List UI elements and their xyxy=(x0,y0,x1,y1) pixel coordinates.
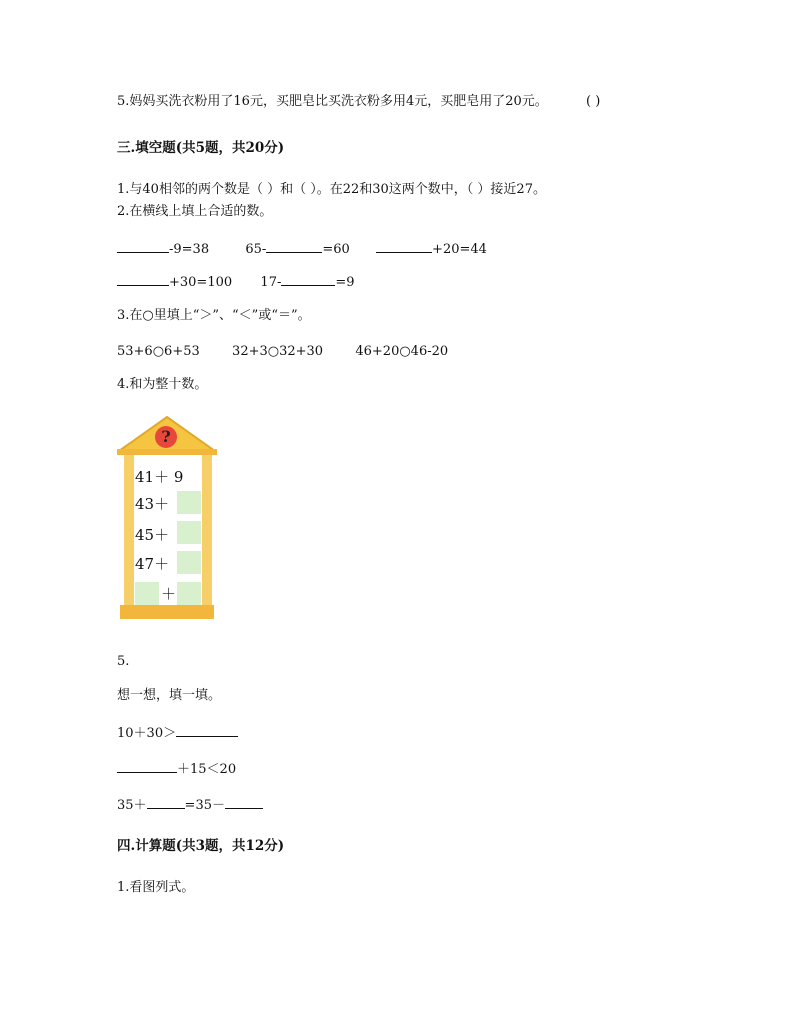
answer-blank[interactable] xyxy=(117,273,169,286)
fill-question-3-items xyxy=(117,343,448,361)
answer-blank[interactable] xyxy=(281,273,335,286)
house-row-1: 41＋ 9 xyxy=(135,468,184,486)
house-row-4: 47＋ xyxy=(135,555,170,573)
compare-item: 46+20○46-20 xyxy=(355,344,449,359)
answer-blank[interactable] xyxy=(117,240,169,253)
equation-part: +30=100 xyxy=(169,275,233,290)
equation-part: ＋15＜20 xyxy=(177,762,237,777)
equation-part: -9=38 xyxy=(169,242,210,257)
answer-box[interactable] xyxy=(177,491,201,514)
fill-question-5-prompt: 想一想，填一填。 xyxy=(117,688,222,703)
answer-box[interactable] xyxy=(177,582,201,605)
house-row-3: 45＋ xyxy=(135,526,170,544)
answer-box[interactable] xyxy=(135,582,159,605)
judge-question-5-text: 5.妈妈买洗衣粉用了16元，买肥皂比买洗衣粉多用4元，买肥皂用了20元。 xyxy=(117,94,548,109)
answer-blank[interactable] xyxy=(225,796,263,809)
fill-question-4-title: 4.和为整十数。 xyxy=(117,377,208,392)
equation-part: =9 xyxy=(335,275,355,290)
house-figure xyxy=(117,413,217,621)
equation-part: =60 xyxy=(322,242,350,257)
section-3-title: 三.填空题(共5题，共20分) xyxy=(117,140,285,156)
fill-question-1: 1.与40相邻的两个数是（ ）和（ ）。在22和30这两个数中，（ ）接近27。 xyxy=(117,182,546,197)
question-mark-badge: ? xyxy=(155,426,177,448)
compare-item: 32+3○32+30 xyxy=(232,344,324,359)
answer-blank[interactable] xyxy=(266,240,322,253)
fill-question-5-line-3 xyxy=(117,796,263,815)
equation-part: 17- xyxy=(260,275,282,290)
answer-box[interactable] xyxy=(177,521,201,544)
fill-question-2-title: 2.在横线上填上合适的数。 xyxy=(117,204,273,219)
answer-blank[interactable] xyxy=(117,760,177,773)
fill-question-3-title: 3.在○里填上“＞”、“＜”或“＝”。 xyxy=(117,308,311,323)
equation-part: 10＋30＞ xyxy=(117,726,177,741)
answer-blank[interactable] xyxy=(147,796,185,809)
answer-blank[interactable] xyxy=(176,724,238,737)
answer-box[interactable] xyxy=(177,551,201,574)
fill-question-2-row-1 xyxy=(117,240,487,259)
section-4-title: 四.计算题(共3题，共12分) xyxy=(117,838,285,854)
equation-part: 65- xyxy=(245,242,267,257)
house-row-5: ＋ xyxy=(161,585,177,603)
fill-question-5-line-2 xyxy=(117,760,236,779)
fill-question-2-row-2 xyxy=(117,273,355,292)
fill-question-5-number: 5. xyxy=(117,654,130,669)
equation-part: +20=44 xyxy=(432,242,487,257)
compare-item: 53+6○6+53 xyxy=(117,344,200,359)
house-row-2: 43＋ xyxy=(135,495,170,513)
equation-part: =35－ xyxy=(184,798,225,813)
equation-part: 35＋ xyxy=(117,798,147,813)
calc-question-1: 1.看图列式。 xyxy=(117,880,195,895)
answer-blank[interactable] xyxy=(376,240,432,253)
judge-question-5 xyxy=(117,93,600,111)
fill-question-5-line-1 xyxy=(117,724,238,743)
answer-parentheses[interactable]: ( ) xyxy=(586,94,601,109)
